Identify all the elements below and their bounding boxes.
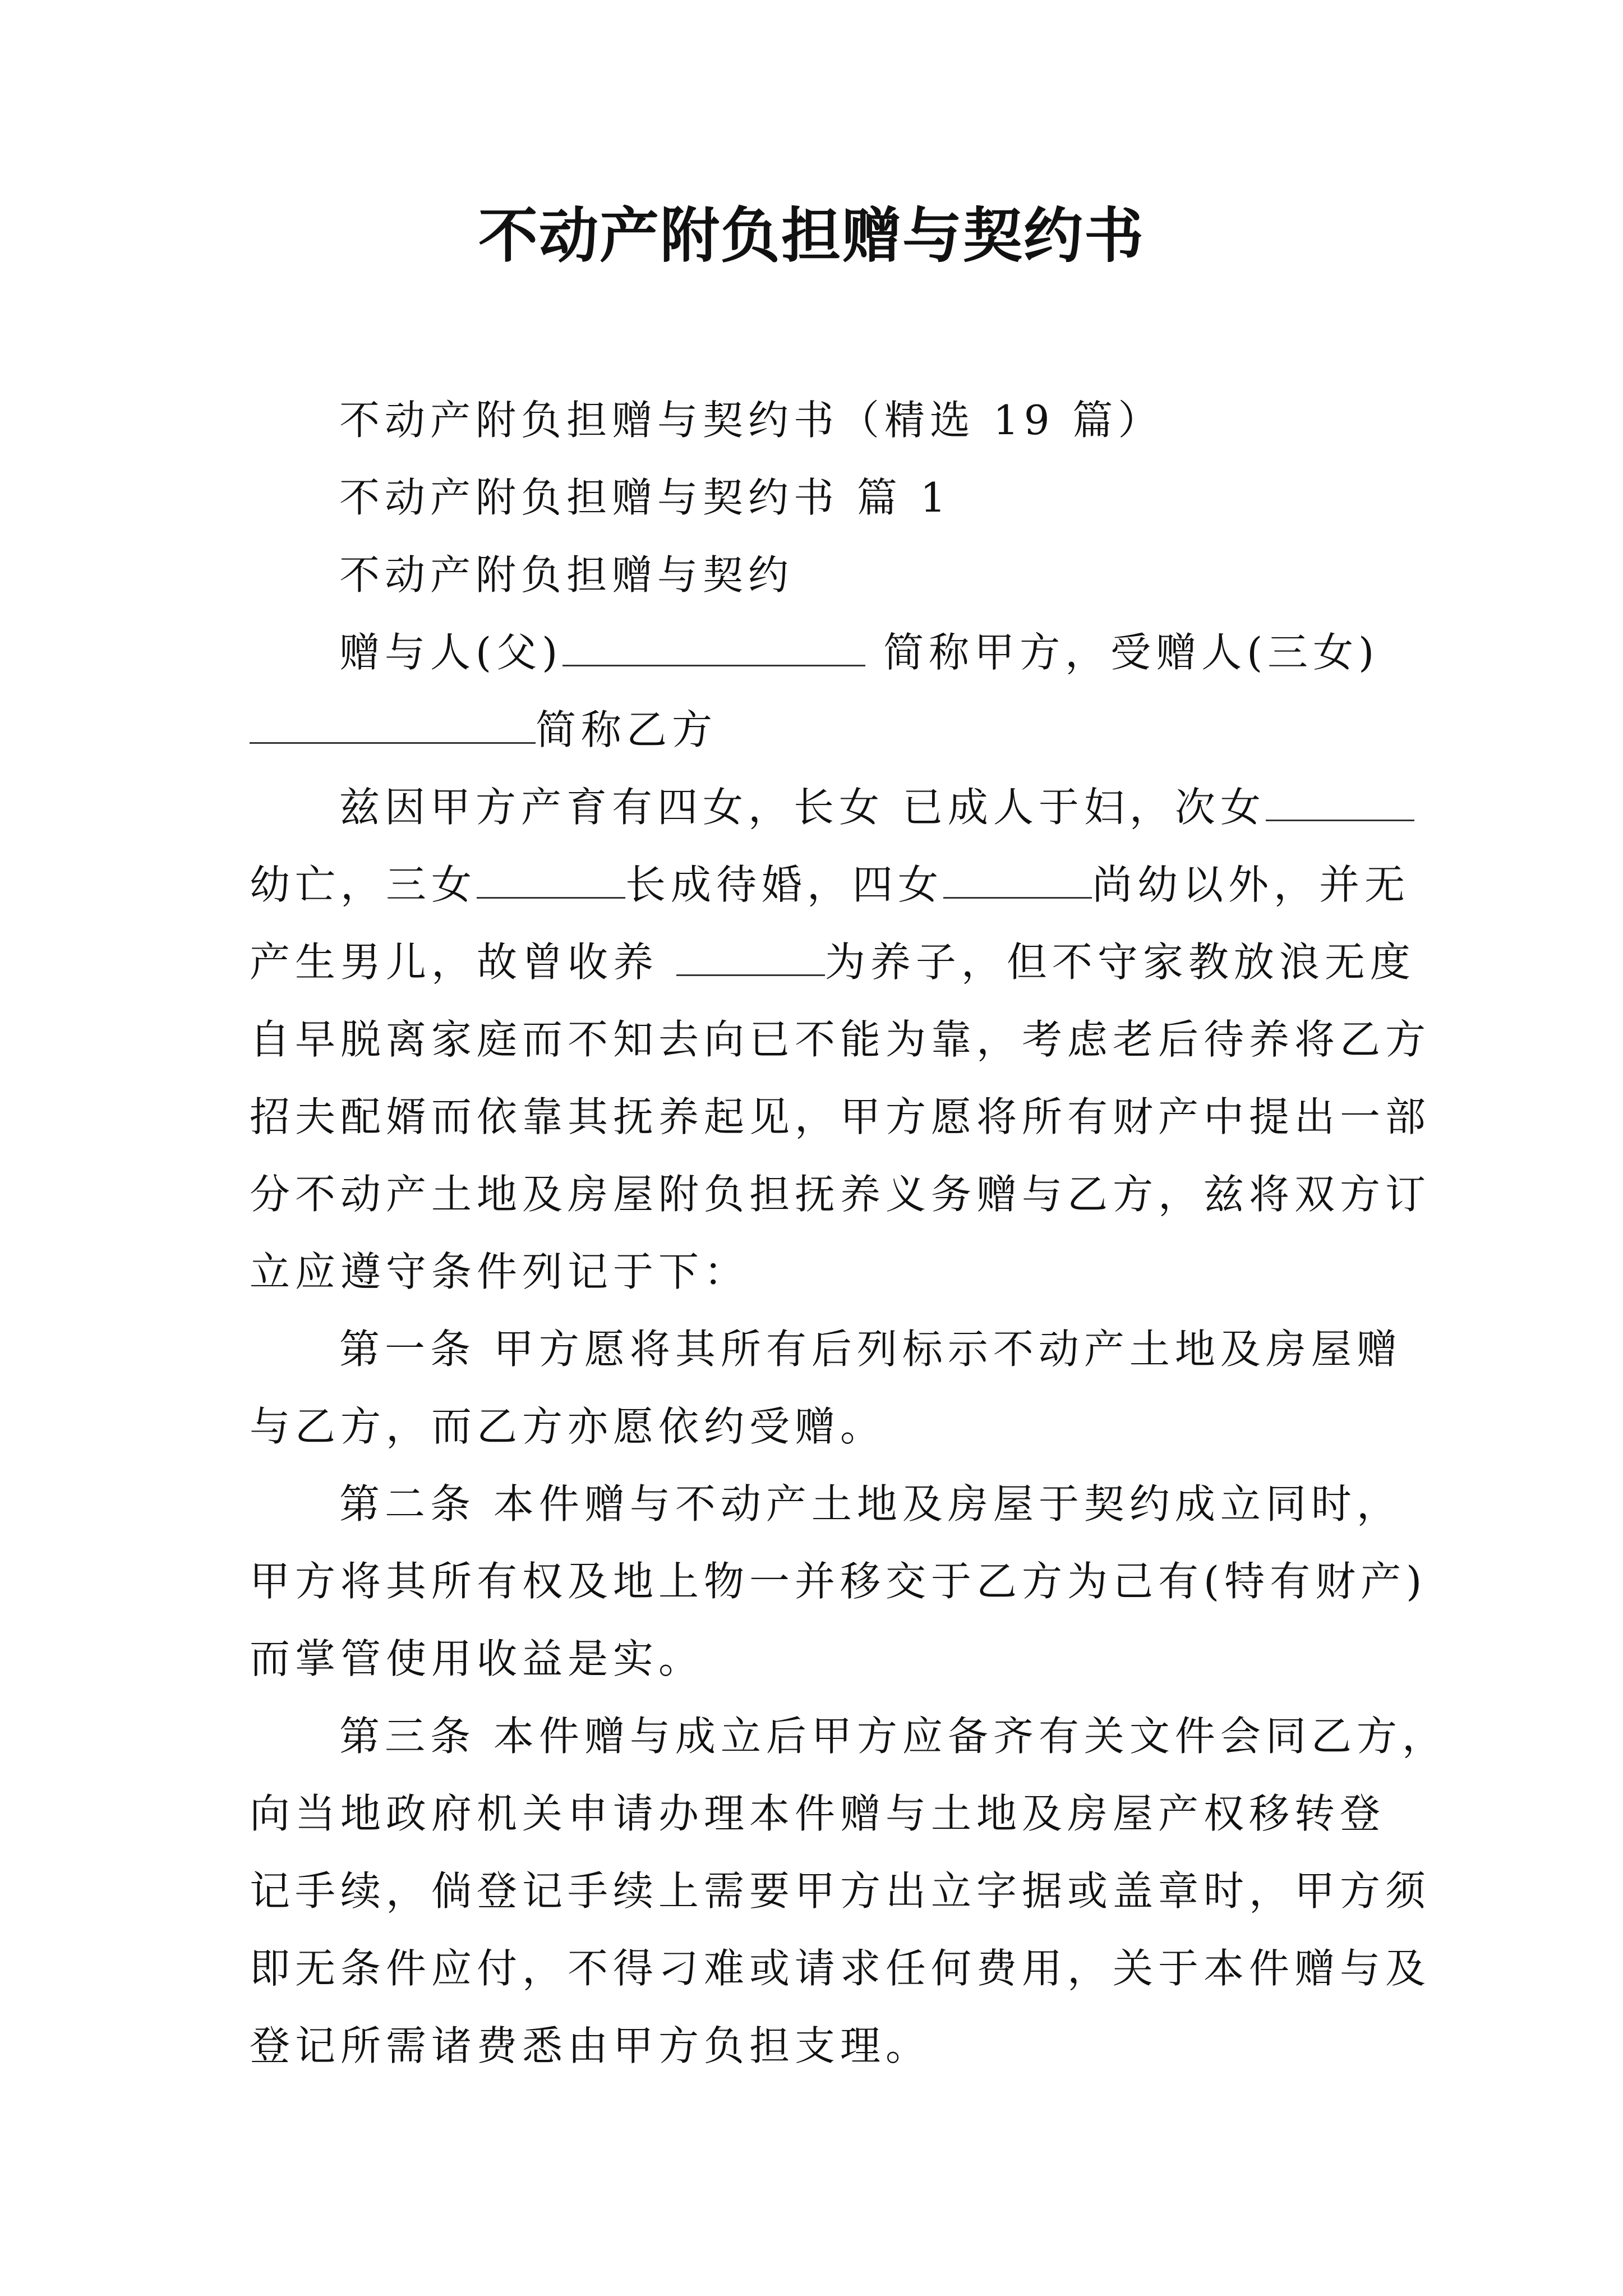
second-daughter-blank[interactable] bbox=[1266, 786, 1414, 821]
section-heading: 不动产附负担赠与契约书 篇 1 bbox=[339, 474, 951, 521]
parties-line-2 bbox=[250, 691, 1388, 769]
preamble-text: 幼亡，三女 bbox=[250, 861, 477, 908]
article-3-line: 记手续，倘登记手续上需要甲方出立字据或盖章时，甲方须 bbox=[250, 1867, 1431, 1915]
document-body bbox=[250, 381, 1447, 2085]
donee-abbrev: 简称乙方 bbox=[536, 706, 718, 753]
preamble-line: 立应遵守条件列记于下： bbox=[250, 1248, 750, 1295]
preamble-line: 招夫配婿而依靠其抚养起见，甲方愿将所有财产中提出一部 bbox=[250, 1093, 1431, 1140]
article-2-line: 第二条 本件赠与不动产土地及房屋于契约成立同时， bbox=[339, 1480, 1402, 1527]
article-3-line: 向当地政府机关申请办理本件赠与土地及房屋产权移转登 bbox=[250, 1790, 1386, 1837]
preamble-text: 兹因甲方产育有四女，长女 已成人于妇，次女 bbox=[339, 784, 1266, 831]
page-title: 不动产附负担赠与契约书 bbox=[478, 200, 1145, 270]
donee-name-blank[interactable] bbox=[250, 708, 536, 744]
adopted-son-blank[interactable] bbox=[676, 941, 825, 976]
parties-line bbox=[250, 614, 1388, 691]
article-3-line: 登记所需诸费悉由甲方负担支理。 bbox=[250, 2022, 932, 2069]
article-3-line: 即无条件应付，不得刁难或请求任何费用，关于本件赠与及 bbox=[250, 1945, 1431, 1992]
preamble-text: 为养子，但不守家教放浪无度 bbox=[824, 938, 1415, 986]
third-daughter-blank[interactable] bbox=[477, 863, 625, 899]
article-3-line: 第三条 本件赠与成立后甲方应备齐有关文件会同乙方， bbox=[339, 1713, 1447, 1760]
contract-heading: 不动产附负担赠与契约 bbox=[339, 551, 794, 599]
preamble-line bbox=[250, 846, 1410, 923]
preamble-line: 自早脱离家庭而不知去向已不能为靠，考虑老后待养将乙方 bbox=[250, 1016, 1431, 1063]
article-1-line: 第一条 甲方愿将其所有后列标示不动产土地及房屋赠 bbox=[339, 1326, 1402, 1373]
preamble-text: 产生男儿，故曾收养 bbox=[250, 938, 676, 986]
article-2-line: 而掌管使用收益是实。 bbox=[250, 1635, 704, 1682]
donor-name-blank[interactable] bbox=[562, 631, 865, 666]
preamble-line bbox=[250, 769, 1388, 846]
fourth-daughter-blank[interactable] bbox=[943, 863, 1092, 899]
article-1-line: 与乙方，而乙方亦愿依约受赠。 bbox=[250, 1403, 886, 1450]
donee-label: 简称甲方，受赠人(三女) bbox=[865, 629, 1380, 676]
donor-label: 赠与人(父) bbox=[339, 629, 563, 676]
preamble-line bbox=[250, 923, 1415, 1001]
preamble-line: 分不动产土地及房屋附负担抚养义务赠与乙方，兹将双方订 bbox=[250, 1171, 1431, 1218]
subtitle-line: 不动产附负担赠与契约书（精选 19 篇） bbox=[339, 397, 1164, 444]
article-2-line: 甲方将其所有权及地上物一并移交于乙方为己有(特有财产) bbox=[250, 1558, 1427, 1605]
preamble-text: 尚幼以外，并无 bbox=[1092, 861, 1410, 908]
preamble-text: 长成待婚，四女 bbox=[625, 861, 944, 908]
